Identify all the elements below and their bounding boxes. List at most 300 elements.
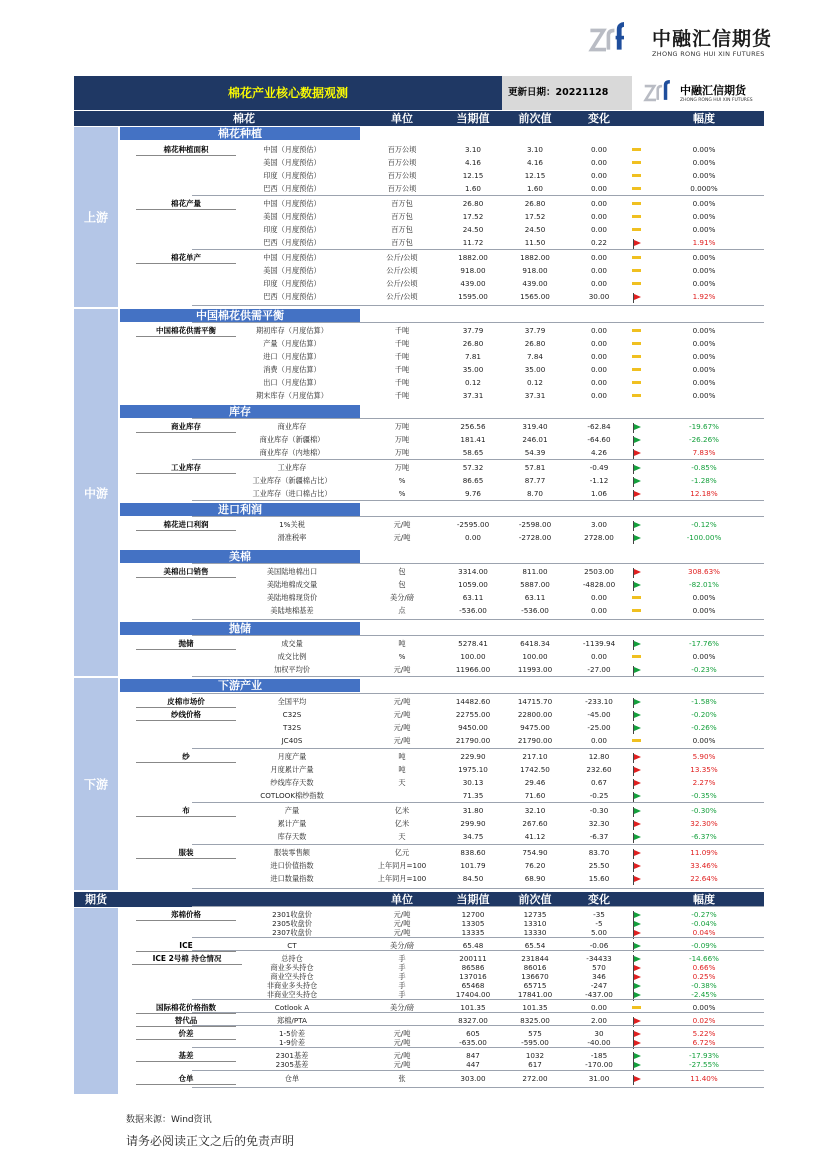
change-value: -247	[590, 981, 608, 990]
unit-cell: 亿元	[394, 848, 410, 857]
col-unit: 单位	[391, 893, 413, 906]
previous-value: 6418.34	[520, 639, 550, 648]
change-value: -1139.94	[582, 639, 616, 648]
current-value: 7.81	[464, 352, 481, 361]
indicator-name: 出口（月度估算）	[263, 378, 321, 387]
table-row	[74, 434, 764, 447]
table-row	[74, 579, 764, 592]
amplitude-value: 0.00%	[692, 1003, 716, 1012]
current-value: 31.80	[462, 806, 484, 815]
section-downstream: 下游产业	[120, 679, 360, 692]
table-row	[74, 873, 764, 886]
current-value: 86.65	[462, 476, 484, 485]
unit-cell: 元/吨	[393, 520, 411, 529]
unit-cell: 万吨	[394, 435, 410, 444]
amplitude-value: 0.00%	[692, 158, 716, 167]
change-value: -27.00	[587, 665, 611, 674]
col-current: 当期值	[456, 112, 490, 125]
row-divider	[192, 619, 764, 620]
change-value: 2503.00	[584, 567, 614, 576]
unit-cell: 张	[398, 1074, 406, 1083]
table-row	[74, 831, 764, 844]
group-label-reserve: 抛储	[136, 638, 236, 650]
indicator-name: 1-5价差	[278, 1029, 306, 1038]
group-label-output: 棉花产量	[136, 198, 236, 210]
previous-value: 3.10	[526, 145, 543, 154]
current-value: 8327.00	[458, 1016, 488, 1025]
trend-flat-icon	[632, 735, 644, 748]
unit-cell: 手	[398, 963, 406, 972]
previous-value: 87.77	[524, 476, 546, 485]
change-value: -0.49	[589, 463, 609, 472]
group-label-import-profit: 棉花进口利润	[136, 519, 236, 531]
row-divider	[192, 516, 764, 517]
indicator-name: 月度产量	[277, 752, 307, 761]
amplitude-value: 0.00%	[692, 199, 716, 208]
indicator-name: 中国（月度预估）	[263, 199, 321, 208]
amplitude-value: -2.45%	[691, 990, 717, 999]
trend-down-flag-icon	[632, 638, 644, 651]
current-value: 37.79	[462, 326, 484, 335]
trend-down-flag-icon	[632, 462, 644, 475]
current-value: 3.10	[464, 145, 481, 154]
trend-down-flag-icon	[632, 831, 644, 844]
amplitude-value: 6.72%	[692, 1038, 716, 1047]
indicator-name: 成交量	[281, 639, 303, 648]
amplitude-value: 0.00%	[692, 339, 716, 348]
row-divider	[192, 195, 764, 196]
change-value: 15.60	[588, 874, 610, 883]
current-value: 847	[466, 1051, 480, 1060]
indicator-name: 1-9价差	[278, 1038, 306, 1047]
current-value: 1595.00	[458, 292, 488, 301]
unit-cell: 千吨	[394, 339, 410, 348]
date-label: 更新日期：	[508, 87, 556, 98]
row-divider	[192, 999, 764, 1000]
change-value: 83.70	[588, 848, 610, 857]
group-label-spread: 价差	[136, 1028, 236, 1040]
unit-cell: 百万包	[391, 212, 413, 221]
indicator-name: 月度累计产量	[270, 765, 314, 774]
current-value: -536.00	[459, 606, 487, 615]
table-row	[74, 519, 764, 532]
row-divider	[192, 802, 764, 803]
current-value: 34.75	[462, 832, 484, 841]
amplitude-value: 0.00%	[692, 225, 716, 234]
row-divider	[192, 1012, 764, 1013]
previous-value: 12735	[523, 910, 547, 919]
previous-value: 617	[528, 1060, 542, 1069]
indicator-name: 2307收盘价	[272, 928, 312, 937]
update-date	[502, 76, 632, 110]
change-value: 31.00	[588, 1074, 610, 1083]
row-divider	[192, 844, 764, 845]
current-value: -635.00	[459, 1038, 487, 1047]
unit-cell: 百万公顷	[387, 158, 417, 167]
col-current: 当期值	[456, 893, 490, 906]
unit-cell: 元/吨	[393, 736, 411, 745]
logo-name-cn: 中融汇信期货	[652, 28, 773, 50]
previous-value: 54.39	[524, 448, 546, 457]
amplitude-value: 0.00%	[692, 212, 716, 221]
unit-cell: 元/吨	[393, 1038, 411, 1047]
change-value: 2728.00	[584, 533, 614, 542]
amplitude-value: -14.66%	[689, 954, 719, 963]
group-label-warehouse: 仓单	[136, 1073, 236, 1085]
amplitude-value: -1.28%	[691, 476, 717, 485]
current-value: 17404.00	[455, 990, 491, 999]
unit-cell: 元/吨	[393, 928, 411, 937]
group-label-yield: 棉花单产	[136, 252, 236, 264]
unit-cell: 元/吨	[393, 919, 411, 928]
previous-value: 13330	[523, 928, 547, 937]
current-value: 14482.60	[455, 697, 491, 706]
unit-cell: 百万公顷	[387, 171, 417, 180]
change-value: -35	[593, 910, 605, 919]
trend-flat-icon	[632, 338, 644, 351]
trend-up-flag-icon	[632, 751, 644, 764]
row-divider	[192, 563, 764, 564]
indicator-name: 期末库存（月度估算）	[256, 391, 328, 400]
unit-cell: 元/吨	[393, 665, 411, 674]
previous-value: 5887.00	[520, 580, 550, 589]
current-value: 100.00	[460, 652, 486, 661]
current-value: 101.35	[460, 1003, 486, 1012]
indicator-name: 消费（月度估算）	[263, 365, 321, 374]
unit-cell: 元/吨	[393, 1051, 411, 1060]
row-divider	[192, 950, 764, 951]
indicator-name: 美陆地棉现货价	[266, 593, 318, 602]
amplitude-value: -82.01%	[689, 580, 719, 589]
change-value: 346	[592, 972, 606, 981]
unit-cell: 百万包	[391, 199, 413, 208]
amplitude-value: 0.25%	[692, 972, 716, 981]
logo-name-en: ZHONG RONG HUI XIN FUTURES	[652, 50, 765, 58]
indicator-name: 中国（月度预估）	[263, 253, 321, 262]
table-row	[74, 818, 764, 831]
unit-cell: 美分/磅	[390, 941, 414, 950]
previous-value: 811.00	[522, 567, 548, 576]
group-label-spot: 皮棉市场价	[136, 696, 236, 708]
indicator-name: 产量（月度估算）	[263, 339, 321, 348]
amplitude-value: 0.00%	[692, 736, 716, 745]
unit-cell: 包	[398, 567, 406, 576]
unit-cell: 天	[398, 832, 406, 841]
indicator-name: 2305收盘价	[272, 919, 312, 928]
amplitude-value: -0.12%	[691, 520, 717, 529]
amplitude-value: 13.35%	[690, 765, 718, 774]
change-value: -185	[590, 1051, 608, 1060]
change-value: 0.00	[590, 1003, 607, 1012]
previous-value: 7.84	[526, 352, 543, 361]
current-value: 11.72	[462, 238, 484, 247]
table-row	[74, 278, 764, 291]
current-value: 84.50	[462, 874, 484, 883]
amplitude-value: 7.83%	[692, 448, 716, 457]
col-change: 变化	[588, 112, 610, 125]
row-divider	[192, 500, 764, 501]
section-planting: 棉花种植	[120, 127, 360, 140]
current-value: 299.90	[460, 819, 486, 828]
change-value: -62.84	[587, 422, 611, 431]
amplitude-value: 0.66%	[692, 963, 716, 972]
amplitude-value: 12.18%	[690, 489, 718, 498]
previous-value: 8325.00	[520, 1016, 550, 1025]
date-value: 20221128	[555, 87, 609, 98]
change-value: -437.00	[585, 990, 613, 999]
trend-down-flag-icon	[632, 532, 644, 545]
unit-cell: 上年同月=100	[377, 861, 427, 870]
indicator-name: 商业库存（内地棉）	[259, 448, 325, 457]
amplitude-value: 1.91%	[692, 238, 716, 247]
unit-cell: 公斤/公顷	[386, 292, 418, 301]
trend-flat-icon	[632, 377, 644, 390]
previous-value: 246.01	[522, 435, 548, 444]
table-row	[74, 390, 764, 403]
previous-value: 76.20	[524, 861, 546, 870]
trend-down-flag-icon	[632, 664, 644, 677]
amplitude-value: -27.55%	[689, 1060, 719, 1069]
logo-name-cn: 中融汇信期货	[680, 84, 746, 97]
table-row	[74, 709, 764, 722]
table-row	[74, 421, 764, 434]
table-row	[74, 462, 764, 475]
group-label-yarn-price: 纱线价格	[136, 709, 236, 721]
current-value: 200111	[459, 954, 487, 963]
amplitude-value: -0.35%	[691, 791, 717, 800]
change-value: -1.12	[589, 476, 609, 485]
previous-value: 37.79	[524, 326, 546, 335]
group-label-balance: 中国棉花供需平衡	[136, 325, 236, 337]
unit-cell: 百万公顷	[387, 184, 417, 193]
change-value: 0.22	[590, 238, 607, 247]
previous-value: -2728.00	[518, 533, 552, 542]
current-value: 838.60	[460, 848, 486, 857]
unit-cell: %	[398, 489, 406, 498]
trend-up-flag-icon	[632, 764, 644, 777]
trend-up-flag-icon	[632, 847, 644, 860]
indicator-name: 工业库存	[277, 463, 307, 472]
stage-label: 上游	[83, 210, 108, 225]
unit-cell: 公斤/公顷	[386, 279, 418, 288]
trend-down-flag-icon	[632, 722, 644, 735]
current-value: 35.00	[462, 365, 484, 374]
indicator-name: 库存天数	[277, 832, 307, 841]
previous-value: 37.31	[524, 391, 546, 400]
previous-value: 1742.50	[520, 765, 550, 774]
group-label-zce: 郑棉价格	[136, 909, 236, 921]
current-value: 9450.00	[458, 723, 488, 732]
current-value: 22755.00	[455, 710, 491, 719]
amplitude-value: 0.00%	[692, 279, 716, 288]
current-value: 5278.41	[458, 639, 488, 648]
col-amplitude: 幅度	[693, 893, 715, 906]
change-value: -0.25	[589, 791, 609, 800]
amplitude-value: 0.00%	[692, 266, 716, 275]
table-row	[74, 144, 764, 157]
current-value: 605	[466, 1029, 480, 1038]
trend-up-flag-icon	[632, 447, 644, 460]
unit-cell: 百万公顷	[387, 145, 417, 154]
change-value: 0.00	[590, 279, 607, 288]
trend-up-flag-icon	[632, 1073, 644, 1086]
current-value: 71.35	[462, 791, 484, 800]
unit-cell: 百万包	[391, 238, 413, 247]
unit-cell: 万吨	[394, 448, 410, 457]
futures-header-bar	[74, 892, 764, 907]
table-row	[74, 157, 764, 170]
table-row	[74, 183, 764, 196]
section-import-profit: 进口利润	[120, 503, 360, 516]
row-divider	[192, 748, 764, 749]
current-value: 65468	[461, 981, 485, 990]
amplitude-value: 0.00%	[692, 352, 716, 361]
col-unit: 单位	[391, 112, 413, 125]
change-value: -25.00	[587, 723, 611, 732]
previous-value: 575	[528, 1029, 542, 1038]
trend-up-flag-icon	[632, 873, 644, 886]
unit-cell: 吨	[398, 752, 406, 761]
table-row	[74, 252, 764, 265]
indicator-name: 1%关税	[279, 520, 305, 529]
table-row	[74, 566, 764, 579]
previous-value: 136670	[521, 972, 549, 981]
amplitude-value: 0.00%	[692, 326, 716, 335]
amplitude-value: -0.04%	[691, 919, 717, 928]
row-divider	[192, 305, 764, 306]
amplitude-value: 1.92%	[692, 292, 716, 301]
previous-value: 319.40	[522, 422, 548, 431]
data-source: 数据来源：Wind资讯	[126, 1115, 212, 1125]
row-divider	[192, 635, 764, 636]
previous-value: 11993.00	[517, 665, 553, 674]
indicator-name: 美国陆地棉出口	[266, 567, 318, 576]
trend-up-flag-icon	[632, 488, 644, 501]
logo-mark-icon	[638, 80, 674, 106]
trend-flat-icon	[632, 211, 644, 224]
current-value: 918.00	[460, 266, 486, 275]
indicator-name: 美陆地棉基差	[270, 606, 314, 615]
indicator-name: 美国（月度预估）	[263, 158, 321, 167]
trend-flat-icon	[632, 224, 644, 237]
amplitude-value: -0.20%	[691, 710, 717, 719]
previous-value: 32.10	[524, 806, 546, 815]
previous-value: 1.60	[526, 184, 543, 193]
amplitude-value: 2.27%	[692, 778, 716, 787]
table-row	[74, 735, 764, 748]
indicator-name: COTLOOK棉纱指数	[260, 791, 324, 800]
table-row	[74, 198, 764, 211]
current-value: 3314.00	[458, 567, 488, 576]
row-divider	[192, 676, 764, 677]
change-value: 0.00	[590, 593, 607, 602]
row-divider	[192, 937, 764, 938]
change-value: 0.00	[590, 352, 607, 361]
table-row	[74, 651, 764, 664]
current-value: 12.15	[462, 171, 484, 180]
table-row	[74, 364, 764, 377]
trend-flat-icon	[632, 390, 644, 403]
amplitude-value: 0.000%	[690, 184, 718, 193]
unit-cell: 千吨	[394, 391, 410, 400]
change-value: 0.00	[590, 391, 607, 400]
indicator-name: 成交比例	[277, 652, 307, 661]
indicator-name: Cotlook A	[274, 1003, 310, 1012]
change-value: 570	[592, 963, 606, 972]
previous-value: 754.90	[522, 848, 548, 857]
section-us-cotton: 美棉	[120, 550, 360, 563]
trend-flat-icon	[632, 605, 644, 618]
table-row	[74, 447, 764, 460]
current-value: 9.76	[464, 489, 481, 498]
previous-value: 35.00	[524, 365, 546, 374]
trend-up-flag-icon	[632, 566, 644, 579]
row-divider	[192, 888, 764, 889]
change-value: -34433	[586, 954, 612, 963]
table-row	[74, 805, 764, 818]
previous-value: 1032	[525, 1051, 545, 1060]
indicator-name: 2301基差	[275, 1051, 309, 1060]
col-amplitude: 幅度	[693, 112, 715, 125]
amplitude-value: -0.09%	[691, 941, 717, 950]
change-value: 30	[594, 1029, 604, 1038]
trend-up-flag-icon	[632, 237, 644, 250]
change-value: 0.00	[590, 184, 607, 193]
table-row	[74, 638, 764, 651]
previous-value: 71.60	[524, 791, 546, 800]
indicator-name: 加权平均价	[274, 665, 310, 674]
indicator-name: 商业库存	[277, 422, 307, 431]
indicator-name: 进口数量指数	[270, 874, 314, 883]
previous-value: 918.00	[522, 266, 548, 275]
amplitude-value: 0.00%	[692, 391, 716, 400]
amplitude-value: 308.63%	[688, 567, 720, 576]
previous-value: -536.00	[521, 606, 549, 615]
indicator-name: 巴西（月度预估）	[263, 184, 321, 193]
unit-cell: 百万包	[391, 225, 413, 234]
trend-down-flag-icon	[632, 421, 644, 434]
unit-cell: 包	[398, 580, 406, 589]
previous-value: 24.50	[524, 225, 546, 234]
previous-value: 12.15	[524, 171, 546, 180]
previous-value: 9475.00	[520, 723, 550, 732]
change-value: -170.00	[585, 1060, 613, 1069]
amplitude-value: 5.22%	[692, 1029, 716, 1038]
change-value: 0.00	[590, 199, 607, 208]
current-value: 1882.00	[458, 253, 488, 262]
trend-down-flag-icon	[632, 434, 644, 447]
trend-flat-icon	[632, 351, 644, 364]
change-value: 25.50	[588, 861, 610, 870]
trend-up-flag-icon	[632, 818, 644, 831]
current-value: 1975.10	[458, 765, 488, 774]
amplitude-value: 0.00%	[692, 171, 716, 180]
group-label-yarn: 纱	[136, 751, 236, 763]
group-label-cloth: 布	[136, 805, 236, 817]
logo-name-en: ZHONG RONG HUI XIN FUTURES	[680, 98, 753, 103]
unit-cell: 万吨	[394, 463, 410, 472]
indicator-name: 2301收盘价	[272, 910, 312, 919]
stage-label: 中游	[83, 486, 108, 500]
amplitude-value: 0.00%	[692, 365, 716, 374]
amplitude-value: 0.04%	[692, 928, 716, 937]
amplitude-value: 11.40%	[690, 1074, 718, 1083]
trend-down-flag-icon	[632, 579, 644, 592]
indicator-name: 期初库存（月度估算）	[256, 326, 328, 335]
company-logo	[588, 18, 778, 64]
row-divider	[192, 693, 764, 694]
trend-flat-icon	[632, 252, 644, 265]
